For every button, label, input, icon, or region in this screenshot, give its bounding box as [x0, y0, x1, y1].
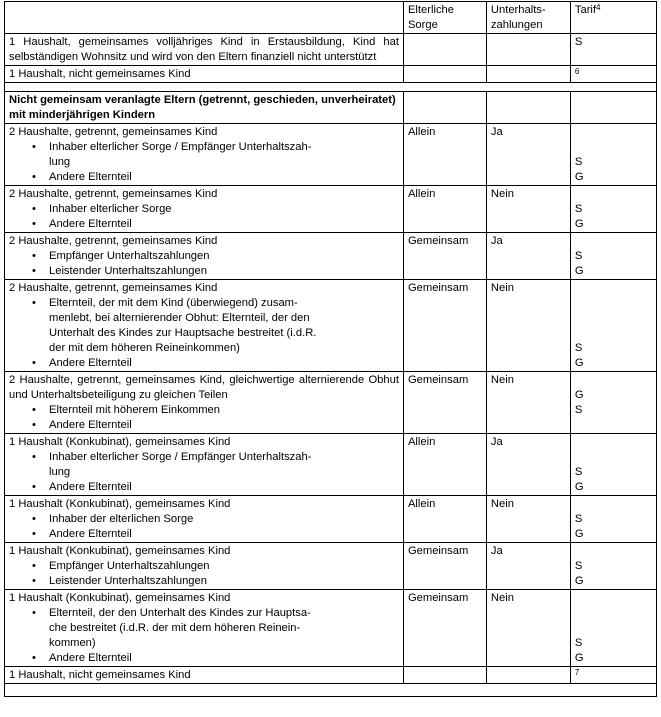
header-text: Elterliche	[407, 4, 454, 16]
header-text: Sorge	[407, 19, 438, 31]
sorge-cell	[403, 543, 486, 590]
unterhalt-cell	[486, 496, 570, 543]
unterhalt-value: Ja	[490, 436, 503, 448]
tarif-spacer	[575, 435, 652, 450]
unterhalt-cell	[486, 543, 570, 590]
unterhalt-cell	[486, 124, 570, 186]
table-row	[5, 34, 657, 66]
sorge-cell	[403, 667, 486, 684]
tarif-spacer	[575, 373, 652, 388]
unterhalt-value: Nein	[490, 188, 514, 200]
header-elterliche-sorge	[403, 2, 486, 34]
sorge-cell	[403, 66, 486, 83]
bullet-text: che bestreitet (i.d.R. der mit dem höheren Reinein-	[49, 622, 301, 634]
bullet-item	[9, 217, 399, 232]
tarif-value: G	[574, 389, 584, 401]
bullet-text: Empfänger Unterhaltszahlungen	[49, 250, 210, 262]
sorge-value: Gemeinsam	[407, 545, 469, 557]
tarif-spacer	[575, 234, 652, 249]
footnote-marker: 4	[596, 3, 601, 12]
bullet-text: Andere Elternteil	[49, 357, 132, 369]
tarif-spacer	[575, 125, 652, 140]
header-empty-cell	[5, 2, 404, 34]
row-title: 2 Haushalte, getrennt, gemeinsames Kind	[9, 282, 218, 294]
spacer-cell	[5, 83, 657, 92]
header-unterhaltszahlungen	[486, 2, 570, 34]
tarif-cell	[570, 372, 656, 434]
tarif-value: G	[574, 575, 584, 587]
sorge-cell	[403, 34, 486, 66]
sorge-value: Gemeinsam	[407, 592, 469, 604]
unterhalt-cell	[486, 233, 570, 280]
unterhalt-value: Nein	[490, 498, 514, 510]
bullet-item	[9, 480, 399, 495]
table-row	[5, 66, 657, 83]
tarif-cell	[570, 186, 656, 233]
row-description	[5, 233, 404, 280]
tarif-cell	[570, 233, 656, 280]
row-text: 1 Haushalt, nicht gemeinsames Kind	[9, 669, 191, 681]
unterhalt-cell	[486, 186, 570, 233]
tarif-value: G	[574, 652, 584, 664]
tarif-spacer	[575, 450, 652, 465]
row-text: 1 Haushalt, gemeinsames volljähriges Kind in Erstausbildung, Kind hat selbständigen Wohnsitz und wird von den Eltern finanziell nicht unterstützt	[9, 36, 399, 63]
bullet-text: Inhaber der elterlichen Sorge	[49, 513, 194, 525]
table-row	[5, 496, 657, 543]
bullet-item	[9, 140, 399, 170]
bullet-text: Empfänger Unterhaltszahlungen	[49, 560, 210, 572]
spacer-row	[5, 83, 657, 92]
bullet-item	[9, 559, 399, 574]
row-description	[5, 34, 404, 66]
bullet-item	[9, 450, 399, 480]
sorge-cell	[403, 92, 486, 124]
table-row	[5, 372, 657, 434]
row-title: 2 Haushalte, getrennt, gemeinsames Kind	[9, 126, 218, 138]
row-title: 2 Haushalte, getrennt, gemeinsames Kind, gleichwertige alternierende Obhut und Unterhaltsbeteiligung zu gleichen Teilen	[9, 374, 399, 401]
bullet-text: Inhaber elterlicher Sorge	[49, 203, 172, 215]
tarif-cell	[570, 590, 656, 667]
tarif-value: S	[574, 637, 583, 649]
bullet-text: Andere Elternteil	[49, 419, 132, 431]
unterhalt-cell	[486, 667, 570, 684]
tarif-value: S	[574, 203, 583, 215]
tarif-table	[4, 1, 657, 697]
row-description	[5, 543, 404, 590]
bullet-text: Elternteil mit höherem Einkommen	[49, 404, 220, 416]
bullet-text: Inhaber elterlicher Sorge / Empfänger Unterhaltszah-	[49, 451, 312, 463]
row-description	[5, 372, 404, 434]
unterhalt-cell	[486, 590, 570, 667]
tarif-spacer	[575, 281, 652, 296]
bullet-text: Andere Elternteil	[49, 171, 132, 183]
tarif-spacer	[575, 606, 652, 621]
bullet-text: lung	[49, 466, 71, 478]
bullet-item	[9, 249, 399, 264]
sorge-cell	[403, 496, 486, 543]
bullet-item	[9, 527, 399, 542]
bullet-item	[9, 512, 399, 527]
tarif-spacer	[575, 296, 652, 311]
tarif-spacer	[575, 591, 652, 606]
unterhalt-value: Nein	[490, 374, 514, 386]
header-text: zahlungen	[490, 19, 543, 31]
tarif-value: S	[574, 36, 583, 48]
sorge-cell	[403, 186, 486, 233]
tarif-value: S	[574, 342, 583, 354]
tarif-value: S	[574, 560, 583, 572]
table-row	[5, 434, 657, 496]
sorge-value: Allein	[407, 436, 436, 448]
bullet-text: lung	[49, 156, 71, 168]
unterhalt-cell	[486, 66, 570, 83]
bullet-text: Elternteil, der mit dem Kind (überwiegend) zusam-	[49, 297, 298, 309]
tarif-spacer	[575, 544, 652, 559]
tarif-spacer	[575, 497, 652, 512]
bullet-item	[9, 574, 399, 589]
bullet-text: kommen)	[49, 637, 96, 649]
bullet-item	[9, 202, 399, 217]
header-text: Tarif	[574, 4, 597, 16]
unterhalt-cell	[486, 34, 570, 66]
tarif-spacer	[575, 311, 652, 326]
row-description	[5, 667, 404, 684]
unterhalt-value: Ja	[490, 126, 503, 138]
section-row	[5, 92, 657, 124]
bullet-item	[9, 418, 399, 433]
table-row	[5, 667, 657, 684]
sorge-cell	[403, 233, 486, 280]
header-row	[5, 2, 657, 34]
tarif-value: S	[574, 466, 583, 478]
header-tarif	[570, 2, 656, 34]
header-text: Unterhalts-	[490, 4, 546, 16]
tarif-value: S	[574, 404, 583, 416]
unterhalt-value: Ja	[490, 545, 503, 557]
bullet-text: der mit dem höheren Reineinkommen)	[49, 342, 240, 354]
bullet-item	[9, 606, 399, 651]
spacer-cell	[5, 684, 657, 697]
unterhalt-cell	[486, 92, 570, 124]
row-title: 1 Haushalt (Konkubinat), gemeinsames Kind	[9, 498, 231, 510]
spacer-row	[5, 684, 657, 697]
tarif-value: S	[574, 250, 583, 262]
unterhalt-cell	[486, 372, 570, 434]
unterhalt-cell	[486, 280, 570, 372]
tarif-value: G	[574, 528, 584, 540]
tarif-cell	[570, 496, 656, 543]
bullet-text: menlebt, bei alternierender Obhut: Elternteil, der den	[49, 312, 310, 324]
row-description	[5, 590, 404, 667]
tarif-cell	[570, 434, 656, 496]
tarif-value: G	[574, 171, 584, 183]
table-row	[5, 280, 657, 372]
bullet-text: Andere Elternteil	[49, 528, 132, 540]
tarif-cell	[570, 280, 656, 372]
tarif-value: G	[574, 357, 584, 369]
tarif-value: 6	[574, 67, 580, 76]
sorge-value: Gemeinsam	[407, 374, 469, 386]
sorge-cell	[403, 590, 486, 667]
bullet-text: Leistender Unterhaltszahlungen	[49, 265, 207, 277]
tarif-spacer	[575, 621, 652, 636]
row-title: 2 Haushalte, getrennt, gemeinsames Kind	[9, 235, 218, 247]
row-description	[5, 186, 404, 233]
sorge-value: Allein	[407, 126, 436, 138]
bullet-item	[9, 296, 399, 356]
tarif-cell	[570, 92, 656, 124]
row-description	[5, 434, 404, 496]
sorge-cell	[403, 372, 486, 434]
bullet-text: Inhaber elterlicher Sorge / Empfänger Unterhaltszah-	[49, 141, 312, 153]
bullet-item	[9, 403, 399, 418]
tarif-cell	[570, 667, 656, 684]
tarif-cell	[570, 124, 656, 186]
table-row	[5, 124, 657, 186]
unterhalt-value: Nein	[490, 282, 514, 294]
sorge-value: Gemeinsam	[407, 282, 469, 294]
sorge-cell	[403, 434, 486, 496]
sorge-value: Gemeinsam	[407, 235, 469, 247]
bullet-text: Elternteil, der den Unterhalt des Kindes zur Hauptsa-	[49, 607, 311, 619]
row-title: 1 Haushalt (Konkubinat), gemeinsames Kind	[9, 545, 231, 557]
bullet-text: Leistender Unterhaltszahlungen	[49, 575, 207, 587]
row-description	[5, 124, 404, 186]
sorge-value: Allein	[407, 188, 436, 200]
tarif-cell	[570, 34, 656, 66]
tarif-value: S	[574, 513, 583, 525]
table-row	[5, 233, 657, 280]
row-title: 1 Haushalt (Konkubinat), gemeinsames Kind	[9, 592, 231, 604]
tarif-cell	[570, 543, 656, 590]
section-title	[5, 92, 404, 124]
sorge-cell	[403, 124, 486, 186]
tarif-value: S	[574, 156, 583, 168]
tarif-value: 7	[574, 668, 580, 677]
tarif-spacer	[575, 140, 652, 155]
bullet-text: Andere Elternteil	[49, 218, 132, 230]
row-title: 1 Haushalt (Konkubinat), gemeinsames Kind	[9, 436, 231, 448]
bullet-text: Andere Elternteil	[49, 652, 132, 664]
tarif-value: G	[574, 218, 584, 230]
table-row	[5, 543, 657, 590]
bullet-text: Unterhalt des Kindes zur Hauptsache bestreitet (i.d.R.	[49, 327, 317, 339]
table-row	[5, 186, 657, 233]
row-text: 1 Haushalt, nicht gemeinsames Kind	[9, 68, 191, 80]
bullet-item	[9, 651, 399, 666]
sorge-value: Allein	[407, 498, 436, 510]
tarif-cell	[570, 66, 656, 83]
bullet-item	[9, 264, 399, 279]
tarif-spacer	[575, 187, 652, 202]
unterhalt-value: Ja	[490, 235, 503, 247]
bullet-text: Andere Elternteil	[49, 481, 132, 493]
sorge-cell	[403, 280, 486, 372]
tarif-value: G	[574, 481, 584, 493]
table-row	[5, 590, 657, 667]
unterhalt-value: Nein	[490, 592, 514, 604]
bullet-item	[9, 170, 399, 185]
row-description	[5, 66, 404, 83]
bullet-item	[9, 356, 399, 371]
row-title: 2 Haushalte, getrennt, gemeinsames Kind	[9, 188, 218, 200]
unterhalt-cell	[486, 434, 570, 496]
row-description	[5, 496, 404, 543]
tarif-spacer	[575, 326, 652, 341]
section-title-text: Nicht gemeinsam veranlagte Eltern (getrennt, geschieden, unverheiratet) mit minderjährigen Kindern	[9, 94, 396, 121]
tarif-value: G	[574, 265, 584, 277]
row-description	[5, 280, 404, 372]
